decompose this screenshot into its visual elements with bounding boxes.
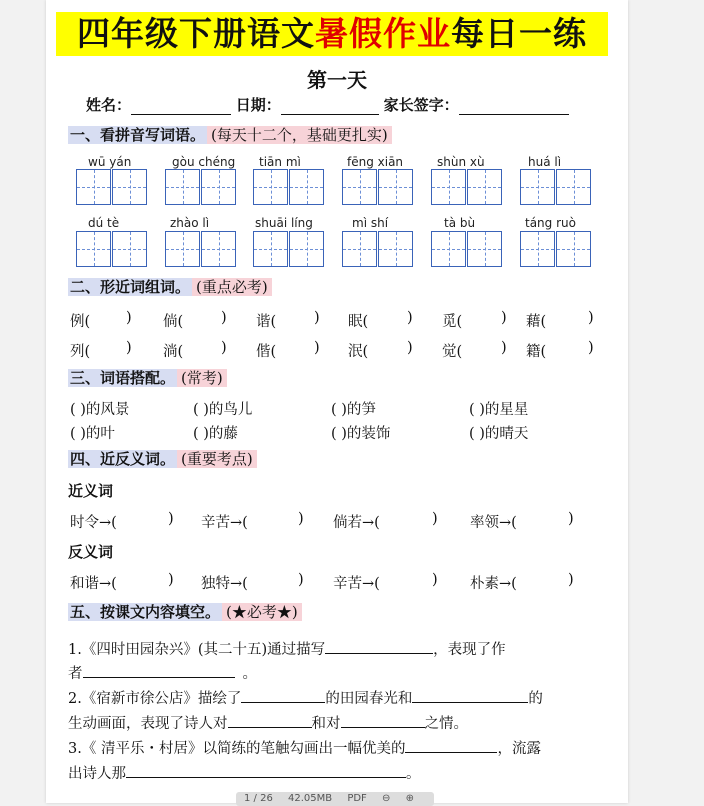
q2-text-b: 的田园春光和: [325, 691, 413, 707]
name-label: 姓名：: [86, 96, 132, 114]
title-part1: 四年级下册语文: [77, 14, 315, 53]
s2-item: 例(: [70, 314, 91, 330]
day-heading: 第一天: [307, 68, 367, 92]
q1-text-b: ，表现了作: [433, 642, 506, 658]
s4-close: ): [168, 572, 174, 588]
char-box[interactable]: [431, 169, 466, 205]
q3-text-a: 3.《 清平乐・村居》以简练的笔触勾画出一幅优美的: [68, 741, 406, 757]
pinyin: gòu chéng: [172, 155, 236, 169]
section2-heading: [68, 276, 272, 299]
pinyin: táng ruò: [525, 216, 576, 230]
q1-blank2[interactable]: [83, 663, 235, 678]
char-box[interactable]: [201, 169, 236, 205]
s2-item: 谐(: [256, 314, 277, 330]
section2-note: (重点必考): [192, 278, 272, 296]
s2-close: ): [126, 340, 132, 356]
pinyin: mì shí: [352, 216, 389, 230]
s2-close: ): [314, 340, 320, 356]
synonym-label: 近义词: [68, 482, 114, 500]
pinyin: fēng xiān: [347, 155, 404, 169]
char-box[interactable]: [289, 231, 324, 267]
s2-item: 倘(: [163, 314, 184, 330]
s3-item: ( )的叶: [70, 426, 115, 442]
s4-item: 时令→(: [70, 515, 117, 531]
zoom-in-icon[interactable]: ⊕: [405, 793, 414, 804]
s4-close: ): [568, 511, 574, 527]
section3-title: 三、词语搭配。: [70, 369, 176, 387]
q2-blank4[interactable]: [341, 713, 425, 728]
s3-item: ( )的风景: [70, 402, 130, 418]
s4-item: 率领→(: [470, 515, 517, 531]
s2-close: ): [501, 310, 507, 326]
char-box[interactable]: [165, 169, 200, 205]
q2-text-c: 的: [528, 691, 543, 707]
section4-heading: [68, 448, 257, 471]
s3-item: ( )的装饰: [331, 426, 391, 442]
s2-close: ): [407, 340, 413, 356]
pinyin: shuāi líng: [255, 216, 313, 230]
q2-text-f: 之情。: [424, 716, 468, 732]
q1-text-a: 1.《四时田园杂兴》(其二十五)通过描写: [68, 642, 326, 658]
parent-label: 家长签字：: [383, 96, 459, 114]
section3-heading: [68, 367, 227, 390]
q1-text-d: 。: [242, 666, 257, 682]
q3-text-b: ，流露: [497, 741, 541, 757]
s4-close: ): [432, 511, 438, 527]
date-label: 日期：: [235, 96, 281, 114]
q3-blank1[interactable]: [405, 738, 497, 753]
q1-line1: [68, 638, 506, 659]
q1-line2: [68, 662, 257, 683]
q3-line2: [68, 762, 421, 783]
section1-heading: [68, 124, 392, 147]
section1-title: 一、看拼音写词语。: [70, 126, 206, 144]
s4-close: ): [432, 572, 438, 588]
page-indicator[interactable]: 1 / 26: [244, 793, 273, 804]
s2-close: ): [588, 310, 594, 326]
char-box[interactable]: [201, 231, 236, 267]
q3-line1: [68, 737, 541, 758]
zoom-out-icon[interactable]: ⊖: [382, 793, 391, 804]
section1-note: (每天十二个，基础更扎实): [207, 126, 392, 144]
section5-title: 五、按课文内容填空。: [70, 603, 221, 621]
pinyin: shùn xù: [437, 155, 485, 169]
pinyin: tà bù: [444, 216, 476, 230]
q3-blank2[interactable]: [126, 763, 406, 778]
s2-item: 籍(: [526, 344, 547, 360]
q2-blank1[interactable]: [241, 688, 325, 703]
pinyin: tiān mì: [259, 155, 301, 169]
char-box[interactable]: [112, 231, 147, 267]
name-blank: [131, 100, 231, 115]
s2-close: ): [588, 340, 594, 356]
s3-item: ( )的晴天: [469, 426, 529, 442]
char-box[interactable]: [253, 231, 288, 267]
char-box[interactable]: [289, 169, 324, 205]
s4-item: 独特→(: [201, 576, 248, 592]
antonym-label: 反义词: [68, 543, 114, 561]
char-box[interactable]: [112, 169, 147, 205]
char-box[interactable]: [467, 231, 502, 267]
char-box[interactable]: [520, 231, 555, 267]
char-box[interactable]: [556, 231, 591, 267]
s4-close: ): [298, 511, 304, 527]
s2-item: 觅(: [442, 314, 463, 330]
s4-item: 朴素→(: [470, 576, 517, 592]
char-box[interactable]: [342, 231, 377, 267]
s2-close: ): [501, 340, 507, 356]
q2-blank3[interactable]: [228, 713, 312, 728]
title-part2: 暑假作业: [315, 14, 451, 53]
section3-note: (常考): [177, 369, 227, 387]
char-box[interactable]: [342, 169, 377, 205]
q1-blank1[interactable]: [325, 639, 433, 654]
section5-note: (★必考★): [222, 603, 302, 621]
q3-text-d: 。: [406, 766, 421, 782]
s4-item: 辛苦→(: [201, 515, 248, 531]
s2-item: 觉(: [442, 344, 463, 360]
s2-item: 淌(: [163, 344, 184, 360]
pinyin: zhào lì: [170, 216, 210, 230]
s2-close: ): [221, 310, 227, 326]
q3-text-c: 出诗人那: [68, 766, 126, 782]
s4-item: 倘若→(: [333, 515, 380, 531]
char-box[interactable]: [76, 231, 111, 267]
page-banner: [56, 12, 608, 56]
pinyin: huá lì: [528, 155, 562, 169]
s2-item: 眠(: [348, 314, 369, 330]
q2-text-d: 生动画面，表现了诗人对: [68, 716, 228, 732]
parent-blank: [459, 100, 569, 115]
file-size: 42.05MB: [288, 793, 333, 804]
section4-title: 四、近反义词。: [70, 450, 176, 468]
s2-item: 列(: [70, 344, 91, 360]
title-part3: 每日一练: [451, 14, 587, 53]
q2-text-e: 和对: [311, 716, 341, 732]
pinyin: dú tè: [88, 216, 120, 230]
viewer-toolbar: [236, 792, 434, 806]
s4-close: ): [168, 511, 174, 527]
s4-item: 和谐→(: [70, 576, 117, 592]
s2-item: 偕(: [256, 344, 277, 360]
s3-item: ( )的笋: [331, 402, 376, 418]
pinyin: wū yán: [88, 155, 132, 169]
s3-item: ( )的星星: [469, 402, 529, 418]
section4-note: (重要考点): [177, 450, 257, 468]
q2-blank2[interactable]: [412, 688, 528, 703]
char-box[interactable]: [467, 169, 502, 205]
char-box[interactable]: [378, 231, 413, 267]
char-box[interactable]: [76, 169, 111, 205]
s2-close: ): [407, 310, 413, 326]
s4-close: ): [298, 572, 304, 588]
q2-text-a: 2.《宿新市徐公店》描绘了: [68, 691, 242, 707]
char-box[interactable]: [378, 169, 413, 205]
info-row: [86, 94, 569, 115]
s2-item: 藉(: [526, 314, 547, 330]
char-box[interactable]: [520, 169, 555, 205]
char-box[interactable]: [253, 169, 288, 205]
char-box[interactable]: [431, 231, 466, 267]
q2-line1: [68, 687, 543, 708]
char-box[interactable]: [556, 169, 591, 205]
s3-item: ( )的藤: [193, 426, 238, 442]
section5-heading: [68, 601, 302, 624]
s2-close: ): [126, 310, 132, 326]
date-blank: [281, 100, 379, 115]
s3-item: ( )的鸟儿: [193, 402, 253, 418]
s4-item: 辛苦→(: [333, 576, 380, 592]
file-type: PDF: [347, 793, 367, 804]
s2-item: 泯(: [348, 344, 369, 360]
q2-line2: [68, 712, 468, 733]
s2-close: ): [221, 340, 227, 356]
document-page: [46, 0, 628, 803]
s4-close: ): [568, 572, 574, 588]
q1-text-c: 者: [68, 666, 83, 682]
s2-close: ): [314, 310, 320, 326]
section2-title: 二、形近词组词。: [70, 278, 191, 296]
char-box[interactable]: [165, 231, 200, 267]
